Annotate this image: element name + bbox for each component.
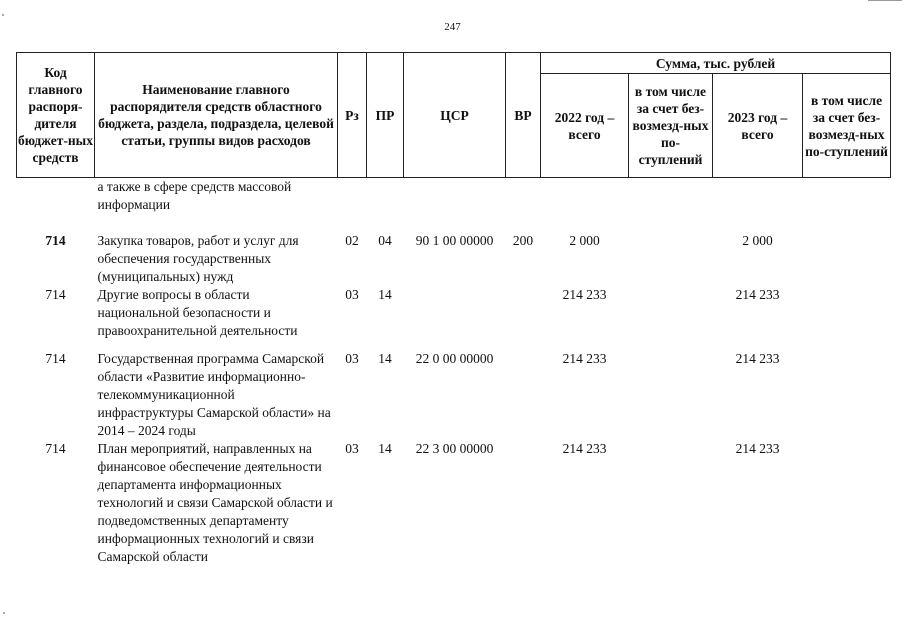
table-header [17, 53, 891, 178]
continuation-text: а также в сфере средств массовой информации [97, 179, 292, 212]
row-name: План мероприятий, направленных на финансовое обеспечение деятельности департамента информационных технологий и связи Самарской области и подведомственных департаменту информационных технологий и связи Самарской области [97, 441, 333, 564]
row-code: 714 [45, 233, 66, 248]
table-row [17, 440, 891, 566]
row-2023-total: 214 233 [735, 287, 780, 302]
row-pr: 14 [378, 287, 392, 302]
row-name: Закупка товаров, работ и услуг для обеспечения государственных (муниципальных) нужд [97, 233, 299, 284]
corner-scan-line [868, 0, 902, 1]
row-rz: 03 [345, 441, 359, 456]
header-pr: ПР [367, 53, 404, 178]
header-rz: Рз [338, 53, 367, 178]
row-name: Другие вопросы в области национальной безопасности и правоохранительной деятельности [97, 287, 298, 338]
row-2023-total: 2 000 [742, 233, 773, 248]
table-row [17, 286, 891, 340]
row-csr: 22 3 00 00000 [415, 441, 494, 456]
row-code: 714 [45, 441, 66, 456]
row-csr: 22 0 00 00000 [415, 351, 494, 366]
row-2023-total: 214 233 [735, 351, 780, 366]
budget-table [16, 52, 891, 566]
continuation-row [17, 178, 891, 223]
row-2022-total: 214 233 [562, 441, 607, 456]
row-pr: 14 [378, 441, 392, 456]
row-2022-free [629, 286, 713, 340]
row-csr [404, 286, 506, 340]
header-sum: Сумма, тыс. рублей [541, 53, 891, 74]
header-name: Наименование главного распорядителя средств областного бюджета, раздела, подраздела, целевой статьи, группы видов расходов [95, 53, 338, 178]
header-2022-total: 2022 год – всего [541, 74, 629, 178]
row-vr [506, 440, 541, 566]
table-row [17, 340, 891, 440]
row-2023-free [803, 222, 891, 286]
row-2023-free [803, 286, 891, 340]
row-2023-free [803, 440, 891, 566]
table-row [17, 222, 891, 286]
header-vr: ВР [506, 53, 541, 178]
row-2022-total: 214 233 [562, 351, 607, 366]
header-2023-free: в том числе за счет без-возмезд-ных по-ступлений [803, 74, 891, 178]
row-2022-free [629, 222, 713, 286]
row-2022-free [629, 340, 713, 440]
row-pr: 14 [378, 351, 392, 366]
row-vr [506, 340, 541, 440]
row-pr: 04 [378, 233, 392, 248]
header-2023-total: 2023 год – всего [713, 74, 803, 178]
row-vr: 200 [512, 233, 534, 248]
header-2022-free: в том числе за счет без-возмезд-ных по-ступлений [629, 74, 713, 178]
row-rz: 02 [345, 233, 359, 248]
row-2023-total: 214 233 [735, 441, 780, 456]
scan-speck [3, 612, 5, 614]
header-csr: ЦСР [404, 53, 506, 178]
row-vr [506, 286, 541, 340]
scan-speck [2, 14, 4, 16]
table-body [17, 178, 891, 567]
row-2022-free [629, 440, 713, 566]
row-rz: 03 [345, 351, 359, 366]
row-code: 714 [45, 351, 66, 366]
header-code: Код главного распоря-дителя бюджет-ных средств [17, 53, 95, 178]
row-2023-free [803, 340, 891, 440]
row-2022-total: 214 233 [562, 287, 607, 302]
row-csr: 90 1 00 00000 [415, 233, 494, 248]
page-number: 247 [444, 21, 461, 33]
row-2022-total: 2 000 [569, 233, 600, 248]
row-name: Государственная программа Самарской области «Развитие информационно-телекоммуникационной инфраструктуры Самарской области» на 2014 – 2024 годы [97, 351, 331, 438]
row-rz: 03 [345, 287, 359, 302]
row-code: 714 [45, 287, 66, 302]
